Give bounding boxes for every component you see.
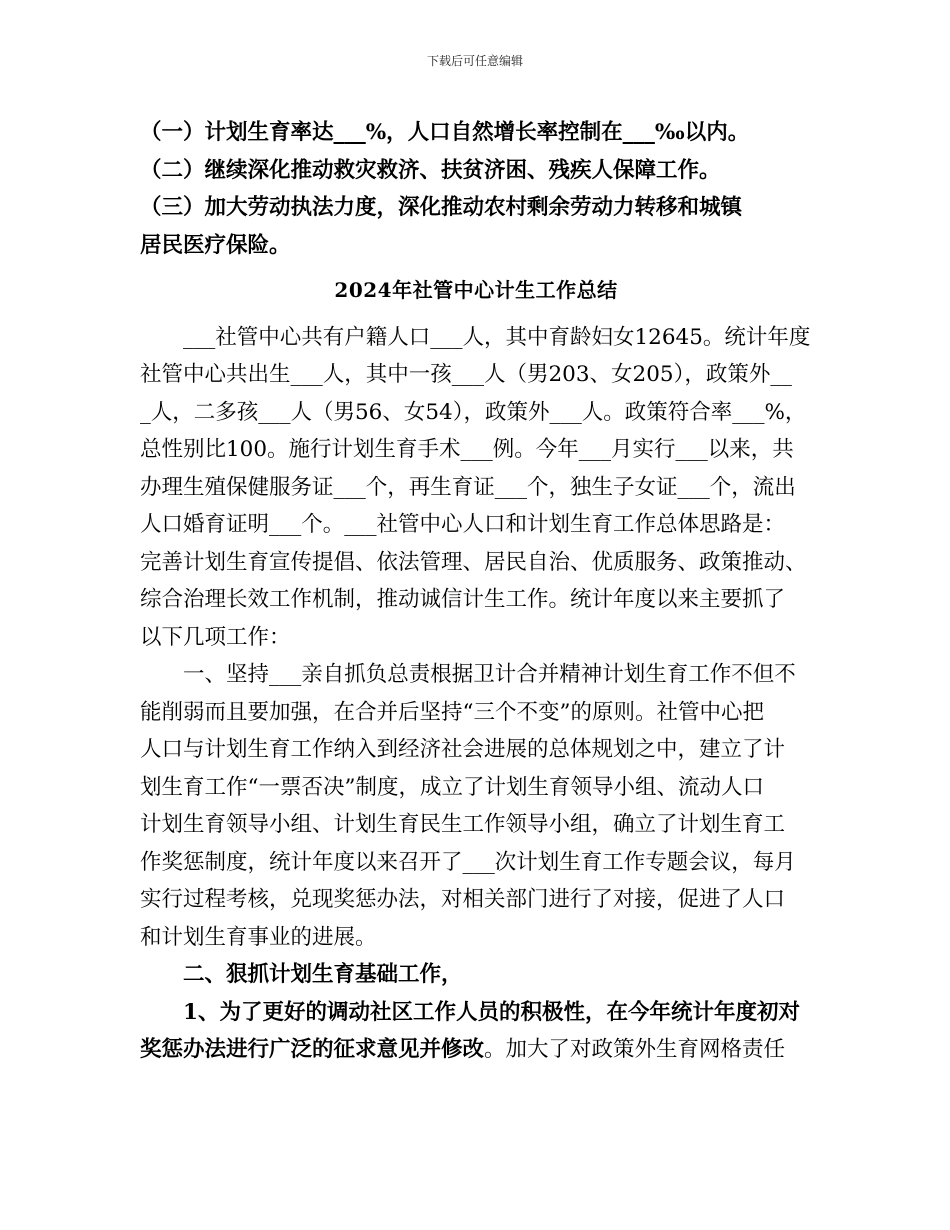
paragraph-line: 完善计划生育宣传提倡、依法管理、居民自治、优质服务、政策推动、 (140, 549, 807, 575)
intro-line: （一）计划生育率达___%，人口自然增长率控制在___‰以内。 (140, 120, 750, 145)
paragraph-line: 能削弱而且要加强，在合并后坚持“三个不变”的原则。社管中心把 (140, 699, 764, 725)
paragraph-line: 以下几项工作： (140, 624, 291, 650)
paragraph-line: ___社管中心共有户籍人口___人，其中育龄妇女12645。统计年度 (140, 324, 811, 350)
paragraph-line: 办理生殖保健服务证___个，再生育证___个，独生子女证___个，流出 (140, 474, 796, 500)
intro-line: （三）加大劳动执法力度，深化推动农村剩余劳动力转移和城镇 (140, 195, 743, 220)
paragraph-line: 和计划生育事业的进展。 (140, 924, 377, 950)
paragraph-line: 社管中心共出生___人，其中一孩___人（男203、女205），政策外__ (140, 362, 792, 387)
paragraph-line: 计划生育领导小组、计划生育民生工作领导小组，确立了计划生育工 (140, 812, 786, 837)
document-title: 2024年社管中心计生工作总结 (334, 278, 618, 302)
normal-text: 。加大了对政策外生育网格责任 (484, 1037, 786, 1062)
section-heading: 二、狠抓计划生育基础工作， (140, 962, 463, 987)
page-header: 下载后可任意编辑 (426, 54, 523, 68)
paragraph-line: 1、为了更好的调动社区工作人员的积极性，在今年统计年度初对 (140, 999, 800, 1025)
paragraph-line: 划生育工作“一票否决”制度，成立了计划生育领导小组、流动人口 (140, 774, 764, 800)
document-body (140, 114, 812, 1069)
intro-line: （二）继续深化推动救灾救济、扶贫济困、残疾人保障工作。 (140, 157, 721, 183)
paragraph-line: 实行过程考核，兑现奖惩办法，对相关部门进行了对接，促进了人口 (140, 887, 786, 912)
paragraph-line: 综合治理长效工作机制，推动诚信计生工作。统计年度以来主要抓了 (140, 587, 786, 612)
intro-line: 居民医疗保险。 (140, 232, 291, 258)
paragraph-line: 总性别比100。施行计划生育手术___例。今年___月实行___以来，共 (140, 437, 794, 462)
paragraph-line: _人，二多孩___人（男56、女54），政策外___人。政策符合率___%， (140, 399, 807, 425)
paragraph-line: 人口与计划生育工作纳入到经济社会进展的总体规划之中，建立了计 (140, 737, 786, 762)
paragraph-line: 人口婚育证明___个。___社管中心人口和计划生育工作总体思路是： (140, 512, 786, 537)
paragraph-line: 一、坚持___亲自抓负总责根据卫计合并精神计划生育工作不但不 (140, 662, 796, 687)
paragraph-line (140, 1031, 812, 1069)
bold-text: 奖惩办法进行广泛的征求意见并修改 (140, 1037, 485, 1062)
paragraph-line: 作奖惩制度，统计年度以来召开了___次计划生育工作专题会议，每月 (140, 849, 796, 875)
